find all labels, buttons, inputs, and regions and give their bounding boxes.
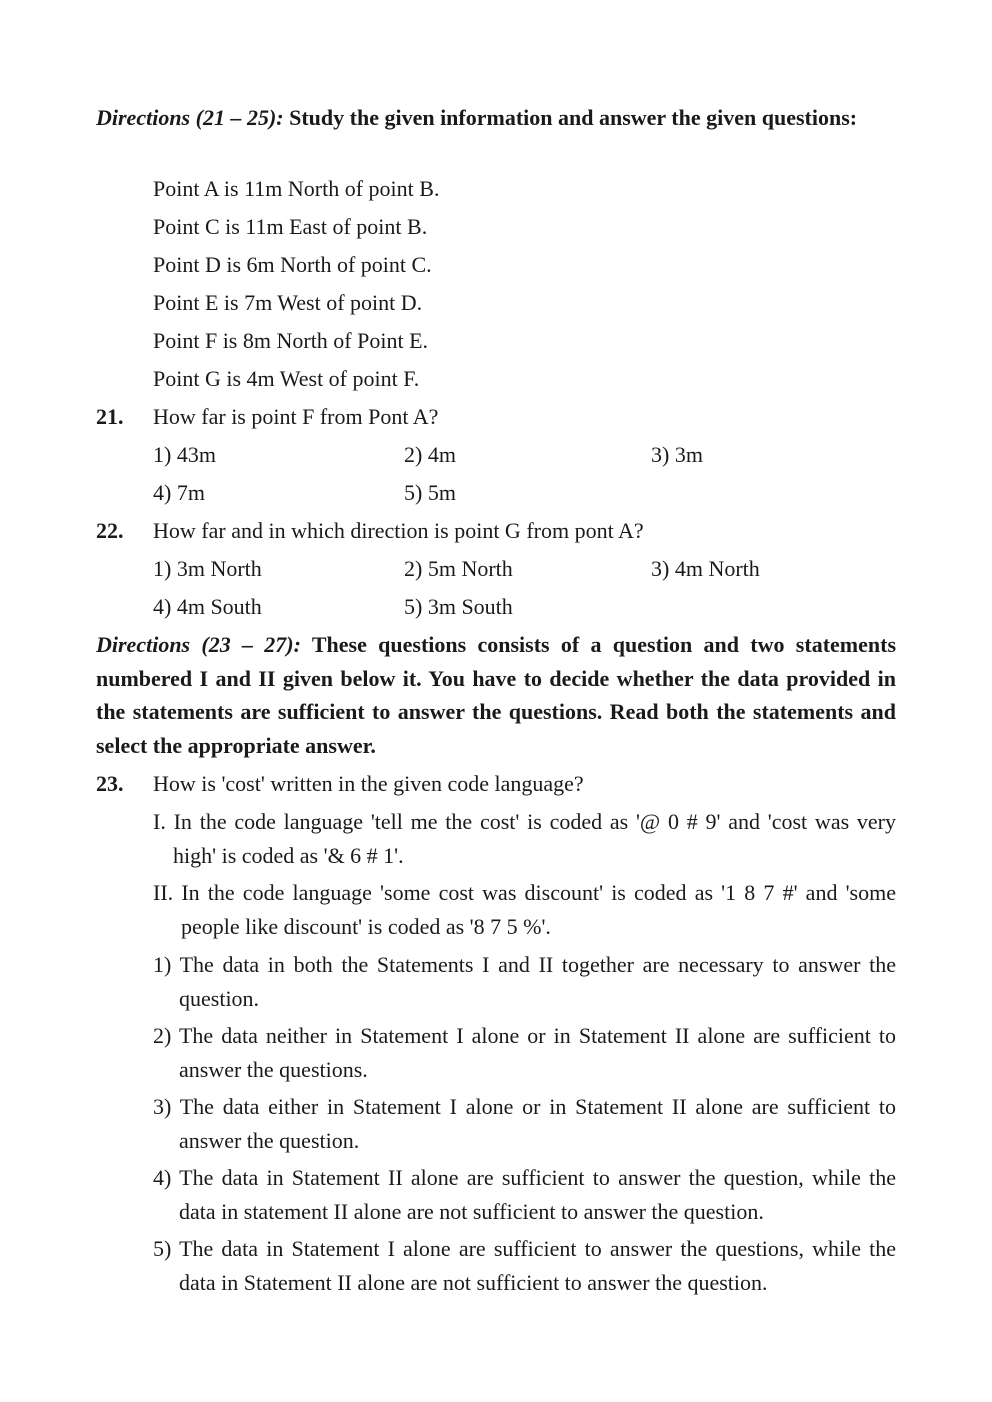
option: 3) 3m — [651, 442, 703, 467]
point-statement: Point C is 11m East of point B. — [153, 214, 428, 239]
point-statement: Point D is 6m North of point C. — [153, 252, 432, 277]
option: 4) 4m South — [153, 594, 262, 619]
option-mark: 1) — [153, 952, 172, 977]
question-text: How far is point F from Pont A? — [153, 404, 439, 429]
point-statement: Point A is 11m North of point B. — [153, 176, 440, 201]
option: 3) 4m North — [651, 556, 760, 581]
option: 1) 3m North — [153, 556, 262, 581]
directions-21-25 — [96, 101, 896, 135]
directions-label: Directions (23 – 27): — [96, 632, 301, 657]
option — [153, 1161, 896, 1228]
option-text: The data neither in Statement I alone or in Statement II alone are sufficient to answer the questions. — [178, 1023, 896, 1082]
option: 1) 43m — [153, 442, 216, 467]
option: 2) 4m — [404, 442, 456, 467]
question-text: How far and in which direction is point G from pont A? — [153, 518, 644, 543]
option-mark: 2) — [153, 1023, 172, 1048]
statement-text: In the code language 'some cost was discount' is coded as '1 8 7 #' and 'some people like discount' is coded as '8 7 5 %'. — [181, 880, 896, 939]
option — [153, 1019, 896, 1086]
option-mark: 4) — [153, 1165, 172, 1190]
option-mark: 5) — [153, 1236, 172, 1261]
option: 4) 7m — [153, 480, 205, 505]
option: 5) 3m South — [404, 594, 513, 619]
question-number: 22. — [96, 518, 124, 543]
statement-text: In the code language 'tell me the cost' is coded as '@ 0 # 9' and 'cost was very high' is coded as '& 6 # 1'. — [173, 809, 896, 868]
question-number: 21. — [96, 404, 124, 429]
question-number: 23. — [96, 771, 124, 796]
option: 2) 5m North — [404, 556, 513, 581]
point-statement: Point G is 4m West of point F. — [153, 366, 420, 391]
statement-mark: I. — [153, 809, 166, 834]
statement-I — [153, 805, 896, 872]
question-text: How is 'cost' written in the given code language? — [153, 771, 584, 796]
option — [153, 1090, 896, 1157]
option-text: The data in Statement II alone are sufficient to answer the question, while the data in statement II alone are not sufficient to answer the question. — [179, 1165, 896, 1224]
directions-text: Study the given information and answer the given questions: — [283, 105, 858, 130]
point-statement: Point F is 8m North of Point E. — [153, 328, 429, 353]
directions-23-27 — [96, 628, 896, 762]
statement-mark: II. — [153, 880, 174, 905]
directions-label: Directions (21 – 25): — [96, 105, 284, 130]
directions-text: These questions consists of a question and two statements numbered I and II given below it. You have to decide whether the data provided in the statements are sufficient to answer the questions. Read both the statements and select the appropriate answer. — [96, 632, 897, 758]
point-statement: Point E is 7m West of point D. — [153, 290, 423, 315]
statement-II — [153, 876, 896, 943]
option: 5) 5m — [404, 480, 456, 505]
option — [153, 948, 896, 1015]
option — [153, 1232, 896, 1299]
option-text: The data in both the Statements I and II together are necessary to answer the question. — [179, 952, 896, 1011]
option-text: The data either in Statement I alone or in Statement II alone are sufficient to answer the question. — [179, 1094, 896, 1153]
option-text: The data in Statement I alone are sufficient to answer the questions, while the data in Statement II alone are not sufficient to answer the question. — [179, 1236, 896, 1295]
option-mark: 3) — [153, 1094, 172, 1119]
